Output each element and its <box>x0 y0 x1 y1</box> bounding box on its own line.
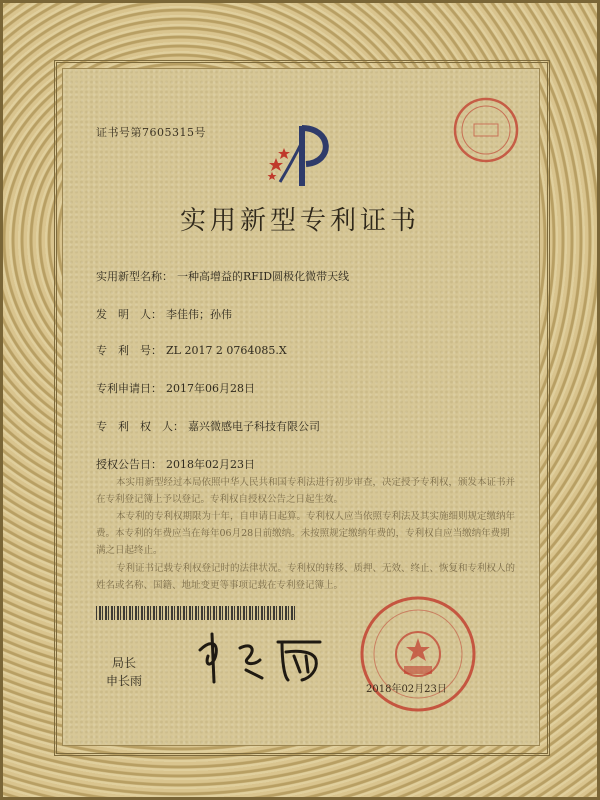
field-label: 实用新型名称： <box>96 270 173 283</box>
field-value: 2018年02月23日 <box>166 458 255 471</box>
field-inventor <box>96 306 232 322</box>
field-patent-number <box>96 342 287 358</box>
field-value: 李佳伟；孙伟 <box>166 308 232 321</box>
field-application-date <box>96 380 255 396</box>
field-value: 嘉兴微感电子科技有限公司 <box>188 420 320 433</box>
certificate-title: 实用新型专利证书 <box>179 206 420 236</box>
field-label: 专利申请日： <box>96 382 162 395</box>
director-signature <box>190 620 330 690</box>
field-label: 专 利 权 人： <box>96 420 184 433</box>
paragraph-grant: 本实用新型经过本局依照中华人民共和国专利法进行初步审查，决定授予专利权，颁发本证书并在专利登记簿上予以登记。专利权自授权公告之日起生效。 <box>96 477 516 505</box>
certificate-number: 证书号第7605315号 <box>96 126 206 139</box>
barcode <box>96 606 296 620</box>
paragraph-legal-status: 专利证书记载专利权登记时的法律状况。专利权的转移、质押、无效、终止、恢复和专利权人的姓名或名称、国籍、地址变更等事项记载在专利登记簿上。 <box>96 563 516 591</box>
official-seal <box>358 594 478 714</box>
field-value: ZL 2017 2 0764085.X <box>166 344 287 357</box>
seal-date: 2018年02月23日 <box>366 684 447 695</box>
field-label: 发 明 人： <box>96 308 162 321</box>
paragraph-term: 本专利的专利权期限为十年，自申请日起算。专利权人应当依照专利法及其实施细则规定缴纳年费。本专利的年费应当在每年06月28日前缴纳。未按照规定缴纳年费的，专利权自应当缴纳年费期满之日起终止。 <box>96 511 516 556</box>
director-title: 局长 <box>112 656 137 670</box>
field-value: 一种高增益的RFID圆极化微带天线 <box>177 270 350 283</box>
field-utility-model-name <box>96 268 349 284</box>
director-name: 申长雨 <box>106 674 143 688</box>
field-patentee <box>96 418 320 434</box>
review-stamp <box>452 96 520 164</box>
patent-office-logo <box>262 122 342 192</box>
field-label: 授权公告日： <box>96 458 162 471</box>
field-label: 专 利 号： <box>96 344 162 357</box>
field-grant-date <box>96 456 255 472</box>
field-value: 2017年06月28日 <box>166 382 255 395</box>
